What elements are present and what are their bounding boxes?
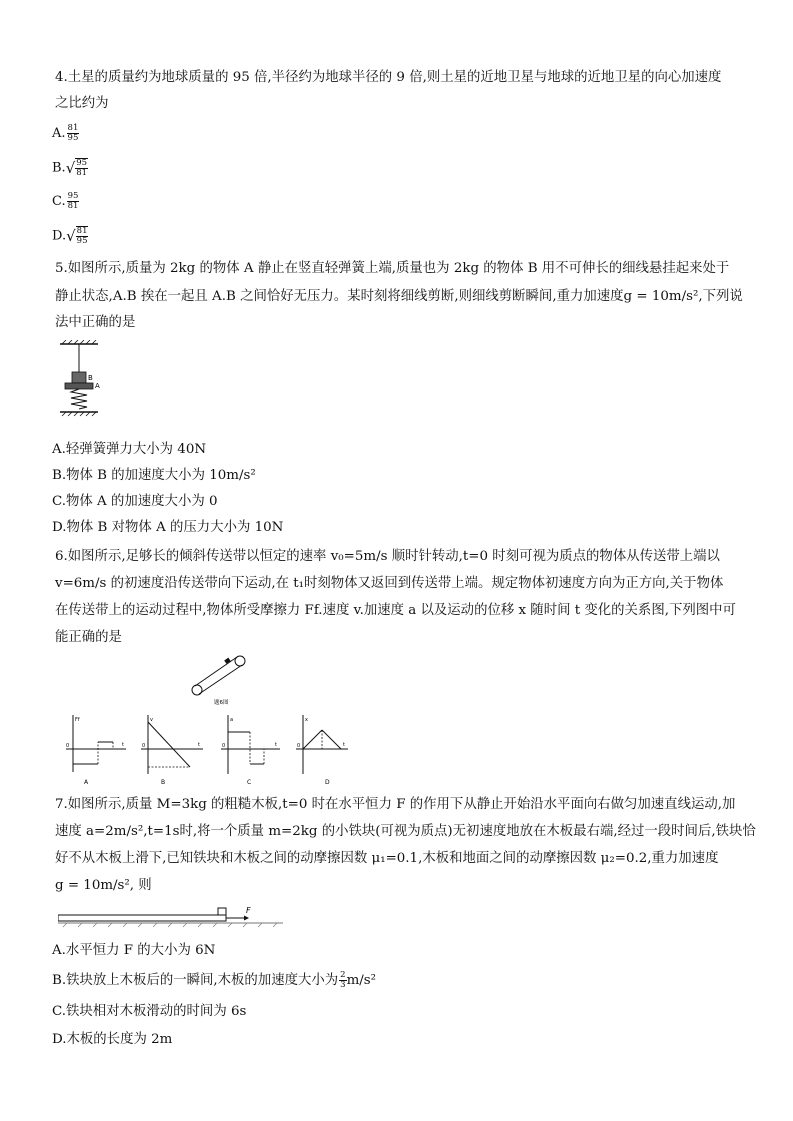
- q4-option-d: [52, 226, 88, 246]
- t-label: t: [275, 742, 277, 748]
- origin-label: 0: [297, 743, 301, 749]
- q6-stem-line2: v=6m/s 的初速度沿传送带向下运动,在 t₁时刻物体又返回到传送带上端。规定物体初速度方向为正方向,关于物体: [55, 576, 724, 591]
- q6-stem-line3: 在传送带上的运动过程中,物体所受摩擦力 Ff.速度 v.加速度 a 以及运动的位移 x 随时间 t 变化的关系图,下列图中可: [55, 603, 736, 618]
- fraction: [67, 124, 80, 143]
- q6-stem-line4: 能正确的是: [55, 630, 122, 645]
- denominator: 3: [340, 980, 346, 990]
- graph-c: [221, 715, 280, 786]
- denominator: 81: [67, 201, 79, 211]
- q4-option-a: [52, 124, 79, 143]
- belt-top: [195, 657, 237, 686]
- numerator: 95: [67, 191, 79, 201]
- q4-option-b: [52, 158, 88, 178]
- force-label: F: [246, 906, 251, 915]
- q5-option-a: A.轻弹簧弹力大小为 40N: [52, 442, 207, 457]
- q7-option-b: [52, 971, 376, 991]
- label-b: B: [88, 374, 93, 382]
- fraction: [67, 192, 80, 211]
- graph-label: D: [325, 779, 330, 786]
- arrow-head: [244, 916, 249, 921]
- sqrt-fraction: [66, 226, 88, 246]
- q7-option-d: D.木板的长度为 2m: [52, 1032, 173, 1047]
- graph-label: A: [84, 779, 89, 786]
- block-a: [65, 383, 93, 389]
- plot-line: [322, 730, 341, 749]
- graph-label: B: [161, 779, 166, 786]
- q4-stem-line1: 4.土星的质量约为地球质量的 95 倍,半径约为地球半径的 9 倍,则土星的近地卫星与地球的近地卫星的向心加速度: [55, 70, 722, 85]
- y-label: x: [305, 717, 308, 723]
- board: [58, 915, 226, 921]
- numerator: 81: [76, 226, 88, 236]
- sqrt-fraction: [66, 158, 88, 178]
- q6-stem-line1: 6.如图所示,足够长的倾斜传送带以恒定的速率 v₀=5m/s 顺时针转动,t=0 时刻可视为质点的物体从传送带上端以: [55, 549, 720, 564]
- option-label: A.: [52, 126, 66, 141]
- q7-option-c: C.铁块相对木板滑动的时间为 6s: [52, 1004, 247, 1019]
- q5-option-b: B.物体 B 的加速度大小为 10m/s²: [52, 468, 256, 483]
- q7-stem-line1: 7.如图所示,质量 M=3kg 的粗糙木板,t=0 时在水平恒力 F 的作用下从静止开始沿水平面向右做匀加速直线运动,加: [55, 797, 736, 812]
- spring-block-figure: [58, 340, 108, 425]
- spring: [71, 389, 87, 409]
- denominator: 81: [76, 168, 88, 178]
- origin-label: 0: [66, 743, 70, 749]
- radical-sign: √: [65, 158, 76, 177]
- t-label: t: [343, 742, 345, 748]
- q5-stem-line1: 5.如图所示,质量为 2kg 的物体 A 静止在竖直轻弹簧上端,质量也为 2kg 的物体 B 用不可伸长的细线悬挂起来处于: [55, 261, 730, 276]
- iron-block: [218, 908, 226, 915]
- q7-stem-line4: g = 10m/s², 则: [55, 878, 152, 893]
- numerator: 95: [76, 158, 88, 168]
- y-label: a: [230, 717, 234, 723]
- fraction: [339, 971, 346, 990]
- graph-b: [141, 715, 203, 786]
- conveyor-belt-figure: [185, 652, 255, 708]
- unit: m/s²: [346, 973, 377, 988]
- origin-label: 0: [222, 743, 226, 749]
- ground-hatch: [63, 923, 277, 927]
- numerator: 81: [67, 123, 79, 133]
- q4-stem-line2: 之比约为: [55, 96, 109, 111]
- t-label: t: [198, 742, 200, 748]
- radical-sign: √: [66, 226, 76, 245]
- q5-stem-line2: 静止状态,A.B 挨在一起且 A.B 之间恰好无压力。某时刻将细线剪断,则细线剪断瞬间,重力加速度g = 10m/s²,下列说: [55, 289, 743, 304]
- plot-line: [303, 730, 322, 749]
- denominator: 95: [67, 133, 79, 143]
- figure-caption: 题6图: [214, 700, 229, 706]
- block-b: [72, 372, 86, 383]
- q7-stem-line2: 速度 a=2m/s²,t=1s时,将一个质量 m=2kg 的小铁块(可视为质点)无初速度地放在木板最右端,经过一段时间后,铁块恰: [55, 824, 756, 839]
- y-label: Ff: [75, 717, 80, 723]
- upper-pulley: [235, 656, 245, 666]
- plot-line: [148, 722, 190, 767]
- y-label: v: [150, 717, 153, 723]
- graphs-figure: [58, 712, 348, 787]
- q5-stem-line3: 法中正确的是: [55, 315, 136, 330]
- q5-option-d: D.物体 B 对物体 A 的压力大小为 10N: [52, 520, 284, 535]
- lower-pulley: [192, 685, 202, 695]
- origin-label: 0: [142, 743, 146, 749]
- q7-stem-line3: 好不从木板上滑下,已知铁块和木板之间的动摩擦因数 μ₁=0.1,木板和地面之间的动摩擦因数 μ₂=0.2,重力加速度: [55, 851, 719, 866]
- q5-option-c: C.物体 A 的加速度大小为 0: [52, 494, 218, 509]
- denominator: 95: [76, 236, 88, 246]
- graph-label: C: [247, 779, 252, 786]
- t-label: t: [122, 742, 124, 748]
- numerator: 2: [340, 970, 346, 980]
- graph-d: [296, 715, 348, 786]
- object-block: [224, 658, 230, 664]
- graph-a: [66, 715, 126, 786]
- option-label: B.: [52, 160, 66, 176]
- q4-option-c: [52, 192, 79, 211]
- belt-bottom: [199, 665, 242, 694]
- board-block-figure: [58, 900, 288, 932]
- label-a: A: [95, 382, 100, 390]
- option-label: D.: [52, 228, 67, 244]
- option-text: B.铁块放上木板后的一瞬间,木板的加速度大小为: [52, 973, 339, 988]
- option-label: C.: [52, 194, 66, 209]
- q7-option-a: A.水平恒力 F 的大小为 6N: [52, 943, 216, 958]
